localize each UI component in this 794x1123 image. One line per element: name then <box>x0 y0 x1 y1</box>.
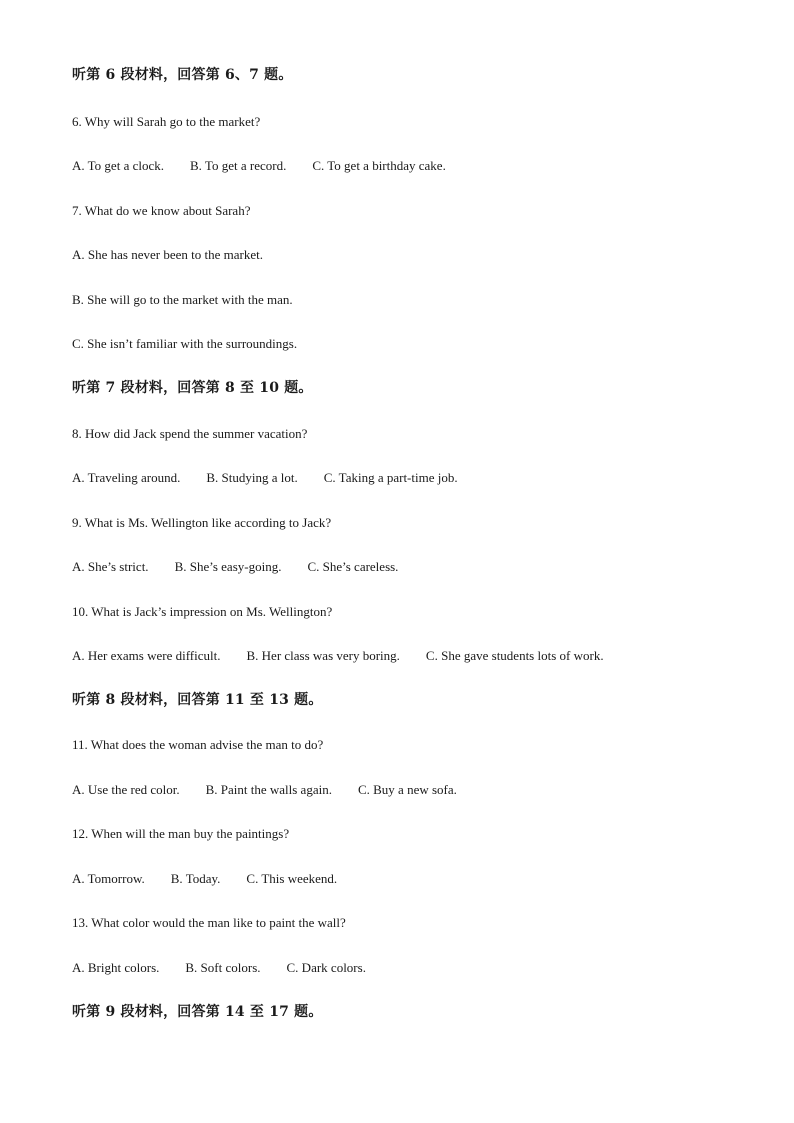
option-a: A. She’s strict. <box>72 559 149 574</box>
option-b: B. Paint the walls again. <box>205 782 332 797</box>
option-b: B. She’s easy-going. <box>174 559 282 574</box>
question-stem: 13. What color would the man like to paint the wall? <box>72 915 346 930</box>
option-a: A. Tomorrow. <box>72 871 145 886</box>
option-c: C. Dark colors. <box>286 960 366 975</box>
option-row <box>72 960 366 976</box>
option-row <box>72 470 458 486</box>
option-a: A. Bright colors. <box>72 960 160 975</box>
question-stem: 6. Why will Sarah go to the market? <box>72 114 261 129</box>
section-heading: 听第 8 段材料，回答第 11 至 13 题。 <box>72 692 323 708</box>
option-a: A. Her exams were difficult. <box>72 648 221 663</box>
option-c: C. To get a birthday cake. <box>312 158 446 173</box>
option-row <box>72 648 604 664</box>
option-c: C. She’s careless. <box>307 559 399 574</box>
option-row <box>72 871 337 887</box>
option-a: A. Traveling around. <box>72 470 181 485</box>
question-stem: 7. What do we know about Sarah? <box>72 203 251 218</box>
option-row <box>72 559 398 575</box>
question-stem: 9. What is Ms. Wellington like according to Jack? <box>72 515 332 530</box>
option-b: B. Studying a lot. <box>206 470 298 485</box>
question-stem: 11. What does the woman advise the man to do? <box>72 737 324 752</box>
option-a: A. Use the red color. <box>72 782 180 797</box>
option-c: C. Buy a new sofa. <box>357 782 457 797</box>
question-stem: 10. What is Jack’s impression on Ms. Wellington? <box>72 604 333 619</box>
option-b: B. To get a record. <box>190 158 287 173</box>
option-b: B. Today. <box>170 871 221 886</box>
section-heading: 听第 6 段材料，回答第 6、7 题。 <box>72 67 293 83</box>
question-stem: 8. How did Jack spend the summer vacation? <box>72 426 308 441</box>
option-row <box>72 158 446 174</box>
section-heading: 听第 9 段材料，回答第 14 至 17 题。 <box>72 1004 323 1020</box>
option-a: A. To get a clock. <box>72 158 164 173</box>
option-b: B. Her class was very boring. <box>246 648 400 663</box>
option-c: C. She isn’t familiar with the surroundings. <box>72 336 298 351</box>
option-row <box>72 782 457 798</box>
question-stem: 12. When will the man buy the paintings? <box>72 826 290 841</box>
option-c: C. She gave students lots of work. <box>425 648 604 663</box>
option-c: C. Taking a part-time job. <box>323 470 458 485</box>
section-heading: 听第 7 段材料，回答第 8 至 10 题。 <box>72 380 313 396</box>
option-b: B. Soft colors. <box>185 960 261 975</box>
option-b: B. She will go to the market with the man. <box>72 292 293 307</box>
option-a: A. She has never been to the market. <box>72 247 263 262</box>
option-c: C. This weekend. <box>246 871 338 886</box>
